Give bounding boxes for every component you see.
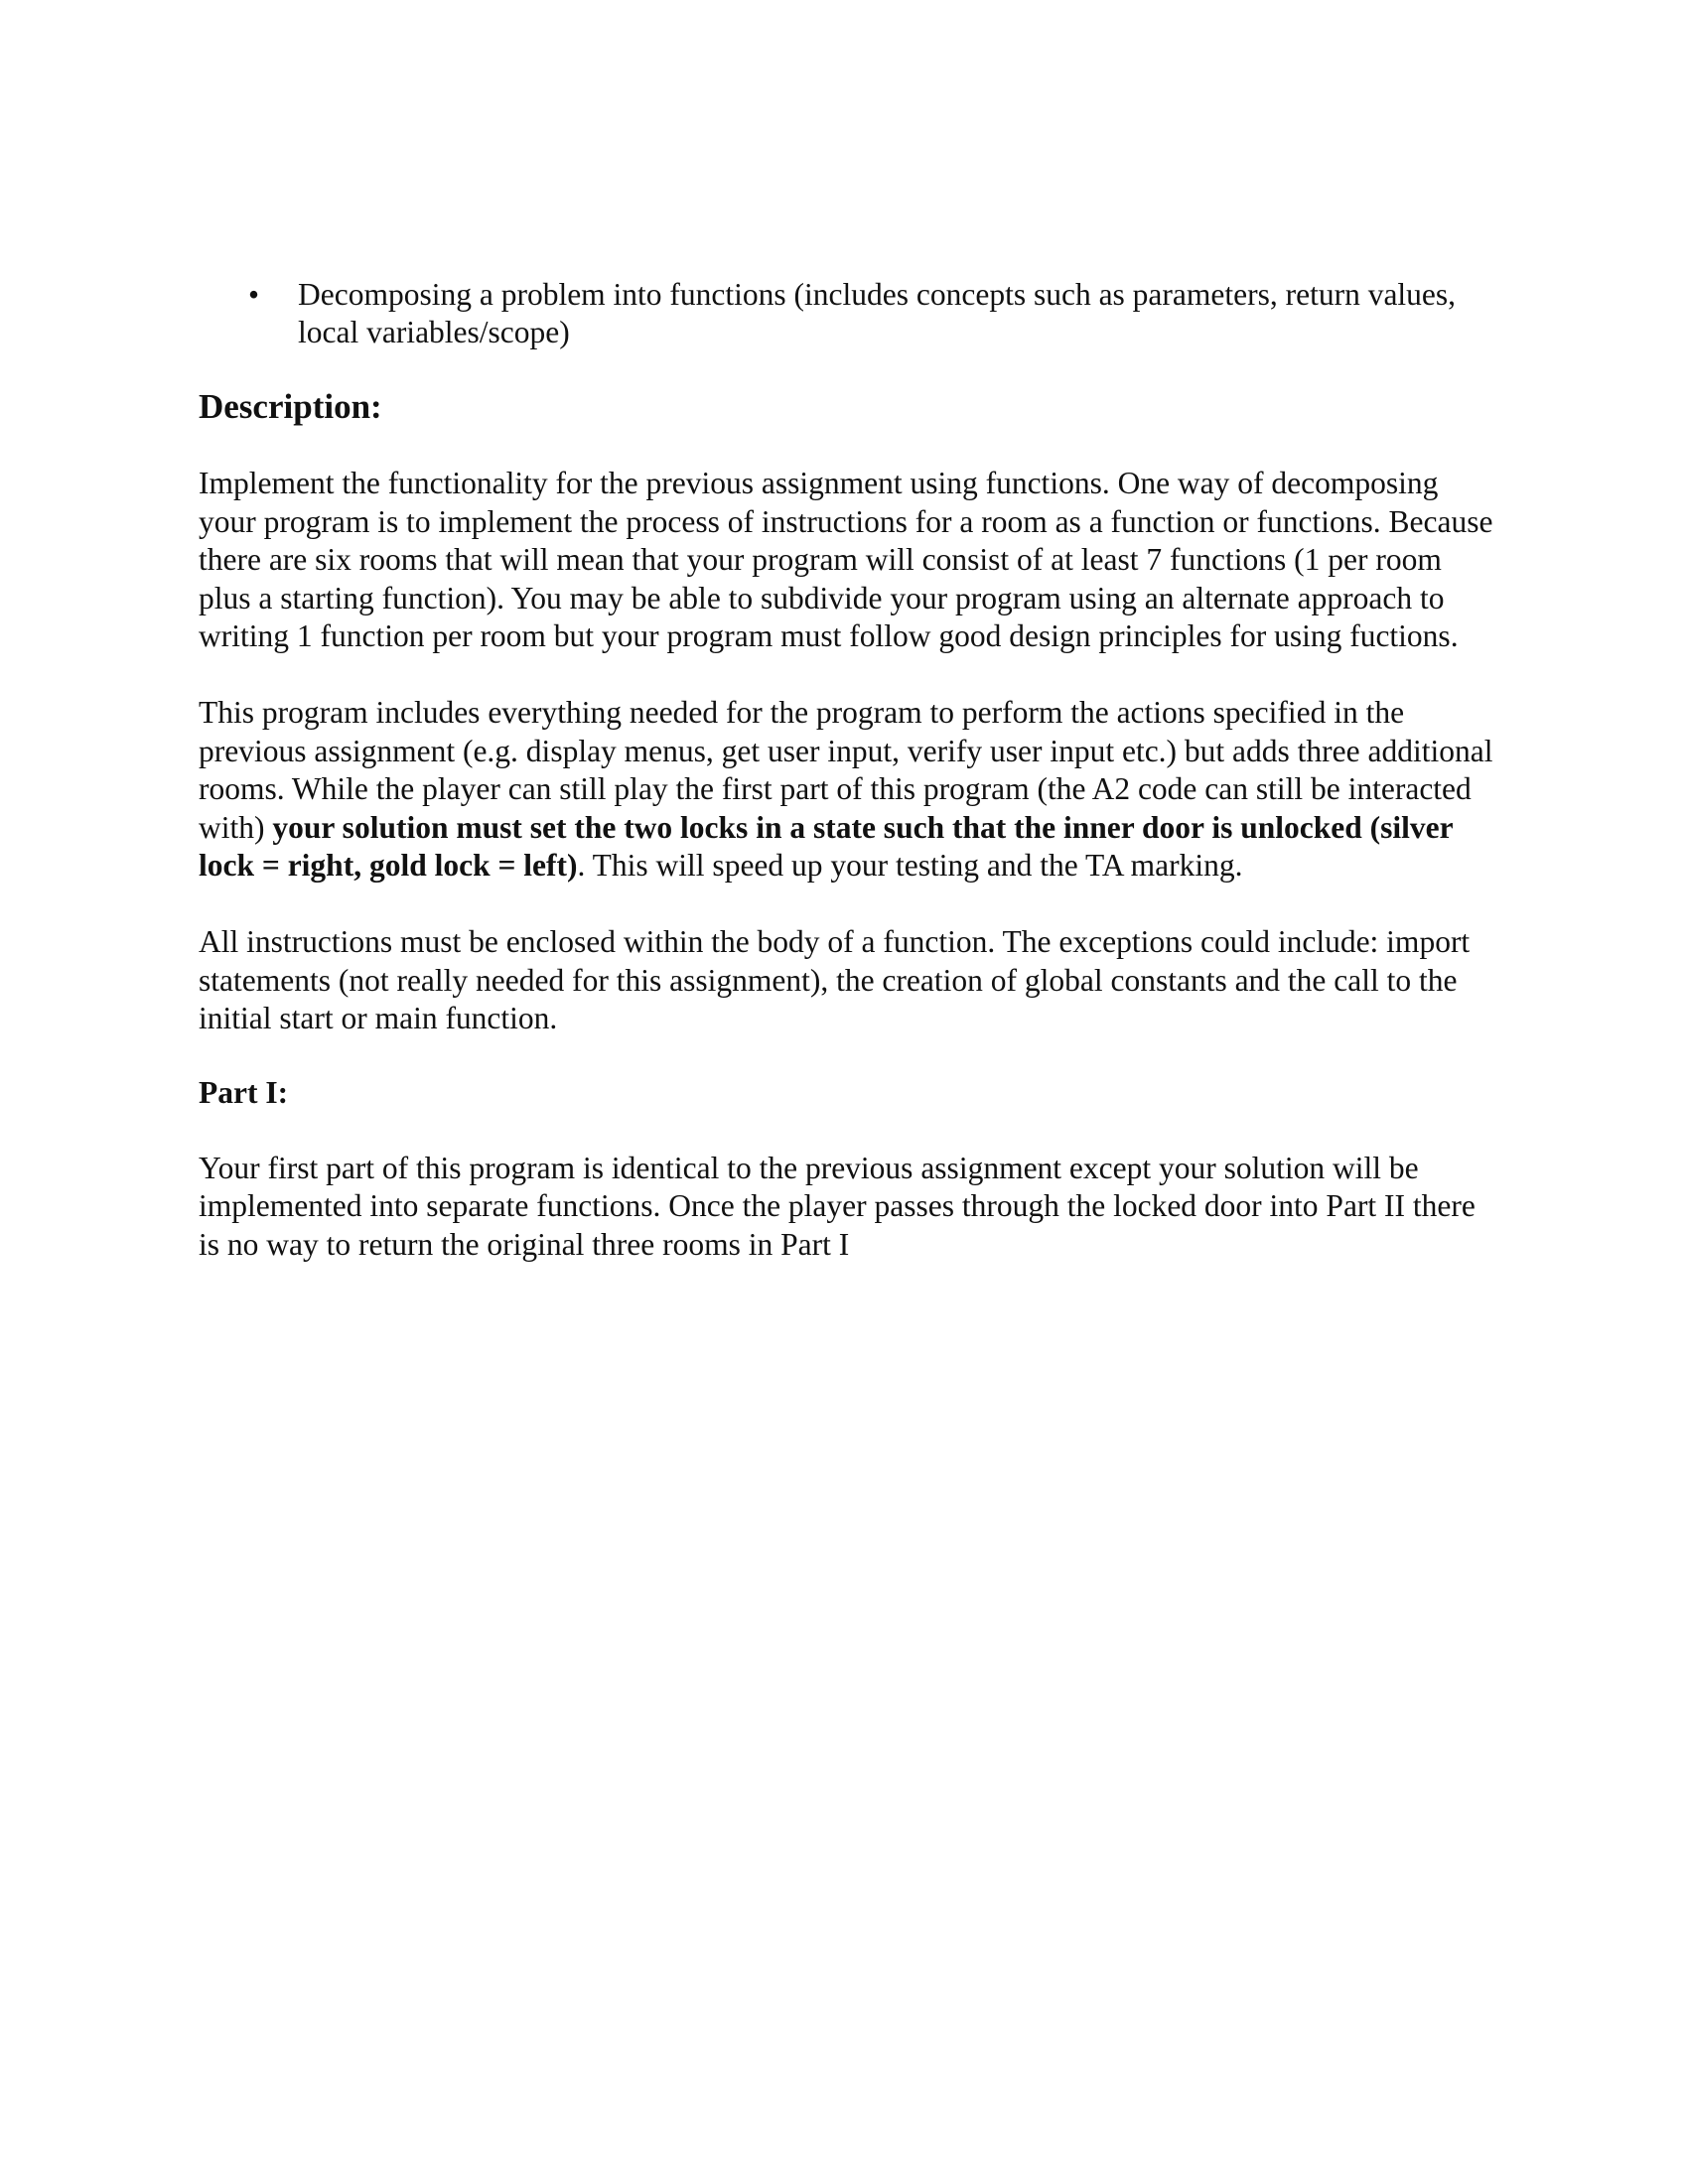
bullet-text: Decomposing a problem into functions (includes concepts such as parameters, return values, local variables/scope) xyxy=(298,277,1457,349)
paragraph-2-bold-text: your solution must set the two locks in a state such that the inner door is unlocked (silver lock = right, gold lock = left) xyxy=(199,809,1454,884)
bullet-item xyxy=(199,276,1494,351)
paragraph-2-text-start: This program includes everything needed for the program to perform the actions specified in the previous assignment (e.g. display menus, get user input, verify user input etc.) but adds three additional rooms. While the player can still play the first part of this program (the A2 code can still be interacted with) xyxy=(199,694,1493,845)
bullet-dot: • xyxy=(248,277,260,312)
part1-paragraph: Your first part of this program is identical to the previous assignment except your solution will be implemented into separate functions. Once the player passes through the locked door into Part II there is no way to return the original three rooms in Part I xyxy=(199,1150,1476,1262)
description-paragraph-2 xyxy=(199,694,1494,886)
document-page xyxy=(199,276,1494,1265)
description-paragraph-1: Implement the functionality for the previous assignment using functions. One way of decomposing your program is to implement the process of instructions for a room as a function or functions. Because there are six rooms that will mean that your program will consist of at least 7 functions (1 per room plus a starting function). You may be able to subdivide your program using an alternate approach to writing 1 function per room but your program must follow good design principles for using fuctions. xyxy=(199,466,1493,654)
paragraph-2-text-end: . This will speed up your testing and the TA marking. xyxy=(577,848,1243,884)
description-heading: Description: xyxy=(199,387,382,426)
part1-heading: Part I: xyxy=(199,1074,289,1110)
description-paragraph-3: All instructions must be enclosed within the body of a function. The exceptions could include: import statements (not really needed for this assignment), the creation of global constants and the call to the initial start or main function. xyxy=(199,923,1471,1036)
